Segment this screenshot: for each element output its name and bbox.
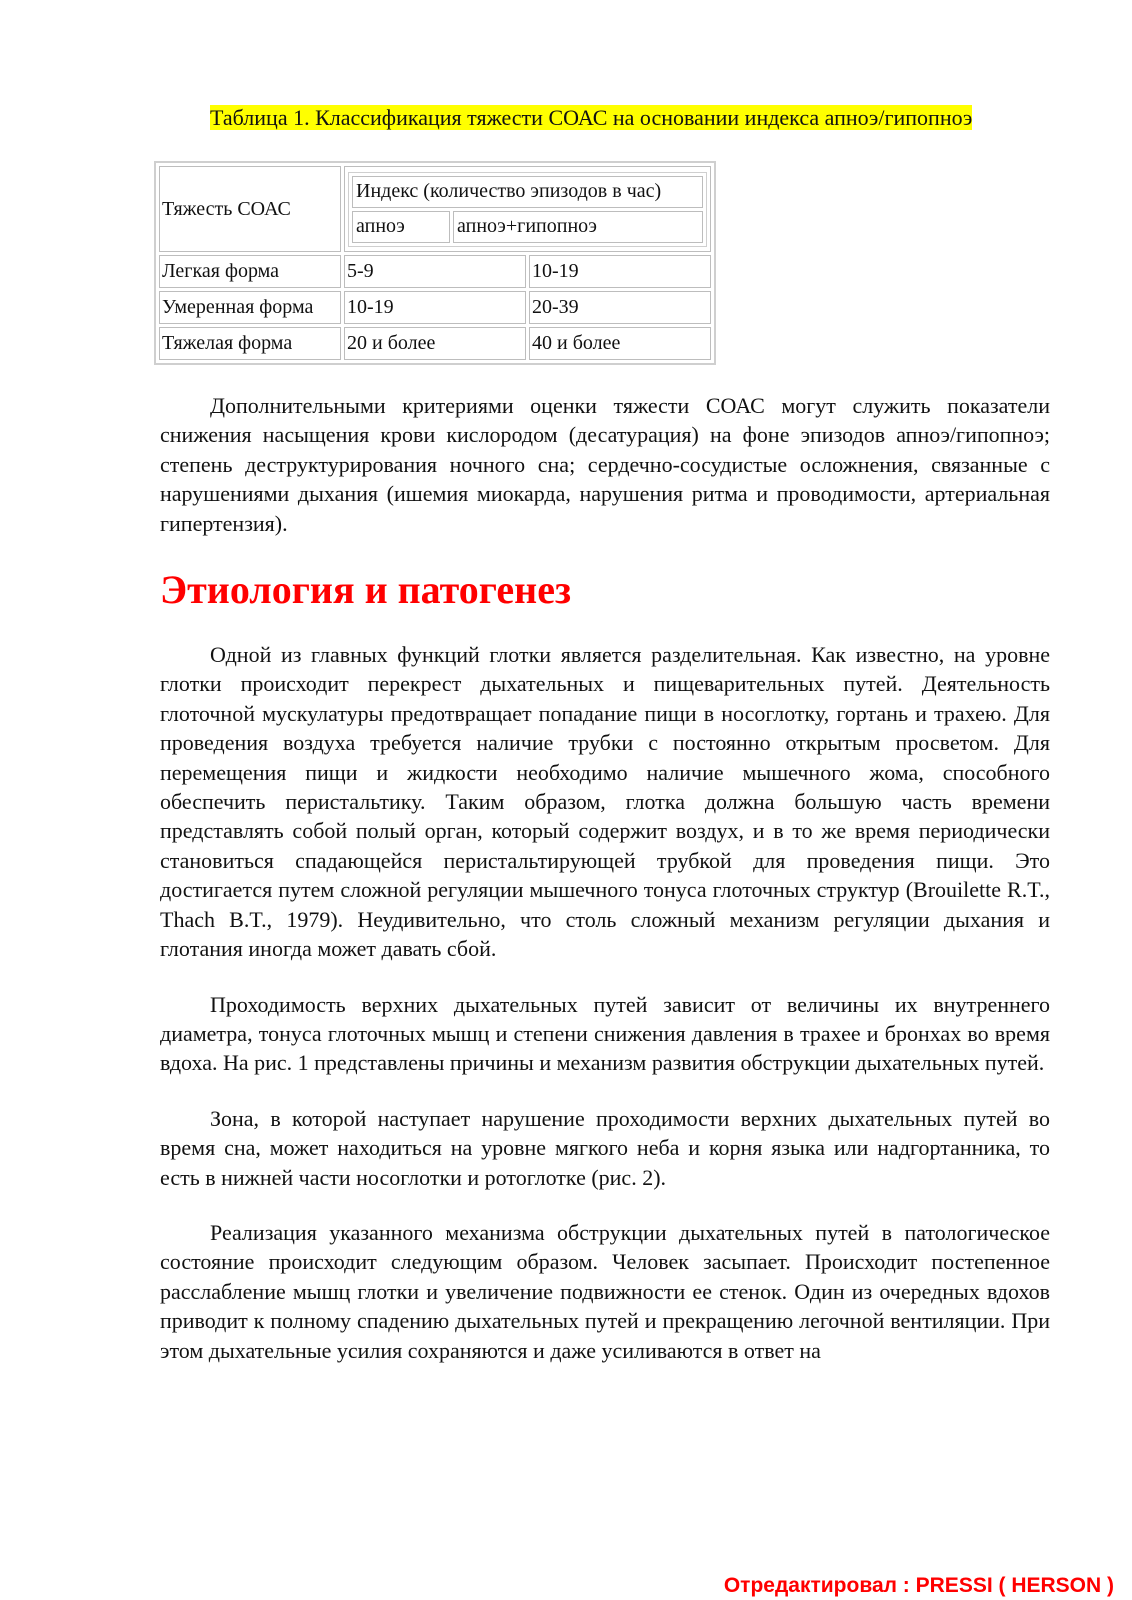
caption-highlight: Таблица 1. Классификация тяжести СОАС на основании индекса апноэ/гипопноэ [210, 105, 973, 130]
severity-table [154, 161, 716, 365]
subheader-apnea: апноэ [352, 211, 450, 243]
table-caption [160, 103, 1050, 133]
row-label-moderate: Умеренная форма [159, 291, 341, 324]
cell-mild-apnea: 5-9 [344, 255, 526, 288]
paragraph-mechanism: Реализация указанного механизма обструкции дыхательных путей в патологическое состояние происходит следующим образом. Человек засыпает. Происходит постепенное расслабление мышц глотки и увеличение подвижности ее стенок. Один из очередных вдохов приводит к полному спадению дыхательных путей и прекращению легочной вентиляции. При этом дыхательные усилия сохраняются и даже усиливаются в ответ на [160, 1219, 1050, 1363]
cell-moderate-apnea-hypopnea: 20-39 [529, 291, 711, 324]
document-page [160, 103, 1050, 1365]
paragraph-pharynx-function: Одной из главных функций глотки является разделительная. Как известно, на уровне глотки происходит перекрест дыхательных и пищеварительных путей. Деятельность глоточной мускулатуры предотвращает попадание пищи в носоглотку, гортань и трахею. Для проведения воздуха требуется наличие трубки с постоянно открытым просветом. Для перемещения пищи и жидкости необходимо наличие мышечного жома, способного обеспечить перистальтику. Таким образом, глотка должна большую часть времени представлять собой полый орган, который содержит воздух, и в то же время периодически становиться спадающейся перистальтирующей трубкой для проведения пищи. Это достигается путем сложной регуляции мышечного тонуса глоточных структур (Brouilette R.T., Thach B.T., 1979). Неудивительно, что столь сложный механизм регуляции дыхания и глотания иногда может давать сбой. [160, 642, 1050, 962]
table-header-row [159, 166, 711, 252]
paragraph-criteria: Дополнительными критериями оценки тяжести СОАС могут служить показатели снижения насыщения крови кислородом (десатурация) на фоне эпизодов апноэ/гипопноэ; степень деструктурирования ночного сна; сердечно-сосудистые осложнения, связанные с нарушениями дыхания (ишемия миокарда, нарушения ритма и проводимости, артериальная гипертензия). [160, 393, 1050, 536]
paragraph-obstruction-zone: Зона, в которой наступает нарушение проходимости верхних дыхательных путей во время сна, может находиться на уровне мягкого неба и корня языка или надгортанника, то есть в нижней части носоглотки и ротоглотке (рис. 2). [160, 1105, 1050, 1190]
row-label-mild: Легкая форма [159, 255, 341, 288]
table-row [159, 255, 711, 288]
header-index-label: Индекс (количество эпизодов в час) [352, 176, 703, 208]
cell-mild-apnea-hypopnea: 10-19 [529, 255, 711, 288]
row-label-severe: Тяжелая форма [159, 327, 341, 360]
table-row [159, 291, 711, 324]
header-severity-cell: Тяжесть СОАС [159, 166, 341, 252]
cell-severe-apnea-hypopnea: 40 и более [529, 327, 711, 360]
editor-footer: Отредактировал : PRESSI ( HERSON ) [723, 1574, 1114, 1597]
section-heading: Этиология и патогенез [160, 567, 572, 613]
cell-moderate-apnea: 10-19 [344, 291, 526, 324]
index-subheader-table [348, 172, 707, 247]
cell-severe-apnea: 20 и более [344, 327, 526, 360]
paragraph-airway-patency: Проходимость верхних дыхательных путей зависит от величины их внутреннего диаметра, тонуса глоточных мышц и степени снижения давления в трахее и бронхах во время вдоха. На рис. 1 представлены причины и механизм развития обструкции дыхательных путей. [160, 991, 1050, 1076]
header-index-cell [344, 166, 711, 252]
table-row [159, 327, 711, 360]
subheader-apnea-hypopnea: апноэ+гипопноэ [453, 211, 703, 243]
